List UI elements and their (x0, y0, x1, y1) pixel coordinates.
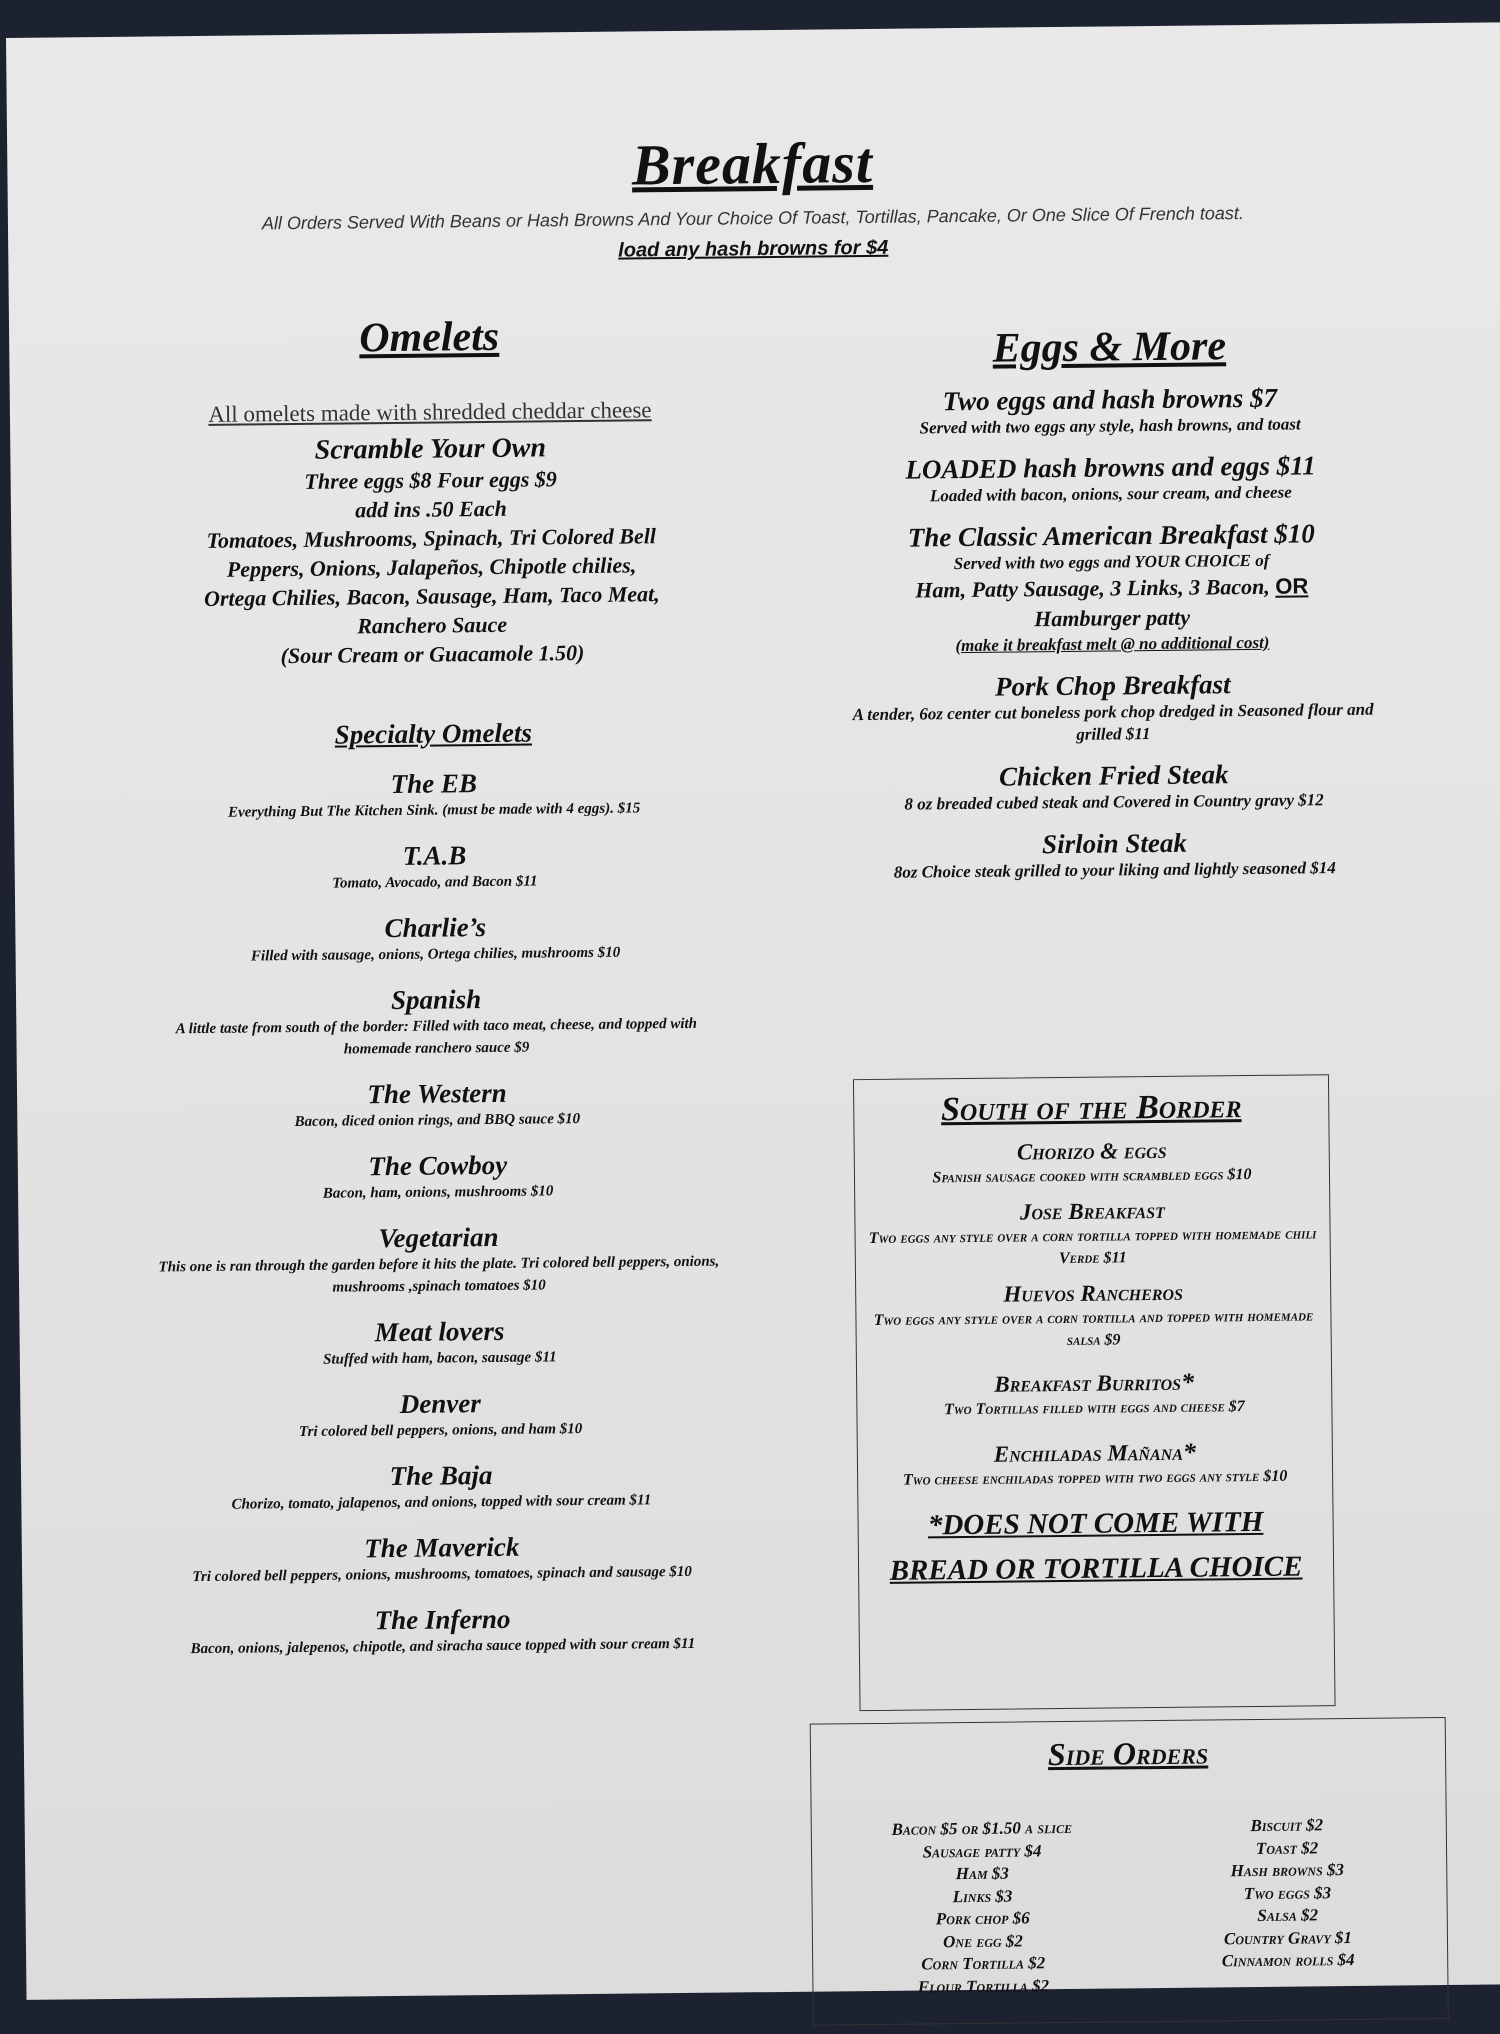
south-item-label: Huevos Rancheros (1003, 1280, 1183, 1307)
star-marker: * (1181, 1368, 1194, 1397)
omelet-name: Charlie’s (145, 909, 725, 947)
scramble-your-own-title: Scramble Your Own (140, 431, 720, 469)
south-item (855, 1195, 1330, 1272)
omelet-desc: Everything But The Kitchen Sink. (must be made with 4 eggs). $15 (144, 797, 724, 825)
scramble-line: Ranchero Sauce (142, 608, 722, 643)
scramble-line: Three eggs $8 Four eggs $9 (141, 463, 721, 498)
omelet-name: The EB (144, 765, 724, 803)
no-bread-footnote: *DOES NOT COME WITH BREAD OR TORTILLA CHOICE (858, 1499, 1333, 1594)
eggs-item-desc: 8 oz breaded cubed steak and Covered in Country gravy $12 (834, 789, 1394, 817)
side-item: Bacon $5 or $1.50 a slice (852, 1817, 1112, 1842)
omelet-name: Denver (150, 1384, 730, 1422)
side-item: Biscuit $2 (1152, 1813, 1422, 1838)
omelet-desc: This one is ran through the garden before it hits the plate. Tri colored bell peppers, onions, mushrooms ,spinach tomatoes $10 (149, 1250, 729, 1300)
omelet-item (147, 1075, 728, 1135)
side-item: Corn Tortilla $2 (853, 1952, 1113, 1977)
eggs-item-name: LOADED hash browns and eggs $11 (830, 449, 1390, 487)
south-item-label: Chorizo & eggs (1017, 1138, 1167, 1165)
side-item: Salsa $2 (1153, 1903, 1423, 1928)
omelet-name: T.A.B (144, 837, 724, 875)
breakfast-melt-note: (make it breakfast melt @ no additional cost) (832, 631, 1392, 659)
side-item: Links $3 (852, 1884, 1112, 1909)
eggs-item-desc: Loaded with bacon, onions, sour cream, and cheese (831, 481, 1391, 509)
classic-breakfast-name: The Classic American Breakfast $10 (831, 517, 1391, 555)
classic-breakfast (831, 517, 1392, 659)
classic-choice-a: Ham, Patty Sausage, 3 Links, 3 Bacon, (915, 574, 1270, 603)
side-item: Pork chop $6 (853, 1907, 1113, 1932)
side-item: Country Gravy $1 (1153, 1926, 1423, 1951)
scramble-line: (Sour Cream or Guacamole 1.50) (142, 637, 722, 672)
omelet-desc: Chorizo, tomato, jalapenos, and onions, topped with sour cream $11 (151, 1488, 731, 1516)
omelet-item (152, 1528, 733, 1588)
omelet-item (145, 909, 726, 969)
omelet-name: Meat lovers (149, 1312, 729, 1350)
side-item: Flour Tortilla $2 (853, 1974, 1113, 1999)
load-hash-browns-note: load any hash browns for $4 (8, 230, 1498, 269)
south-item-desc: Two eggs any style over a corn tortilla and topped with homemade salsa $9 (856, 1305, 1330, 1354)
south-of-the-border-box (853, 1074, 1336, 1711)
south-item (857, 1367, 1331, 1422)
south-item-desc: Two cheese enchiladas topped with two eggs any style $10 (858, 1465, 1332, 1492)
south-item (856, 1277, 1331, 1354)
omelet-item (144, 765, 725, 825)
south-item (858, 1437, 1332, 1492)
side-item: Two eggs $3 (1152, 1881, 1422, 1906)
eggs-item-name: Sirloin Steak (834, 825, 1394, 863)
omelet-item (144, 837, 725, 897)
omelet-name: The Cowboy (148, 1147, 728, 1185)
omelet-item (149, 1312, 730, 1372)
side-item: Ham $3 (852, 1862, 1112, 1887)
south-of-the-border-title: South of the Border (854, 1087, 1328, 1130)
menu-title: Breakfast (7, 122, 1498, 205)
eggs-item-desc: A tender, 6oz center cut boneless pork chop dredged in Seasoned flour and grilled $11 (833, 699, 1393, 749)
south-item-desc: Spanish sausage cooked with scrambled eggs $10 (855, 1163, 1329, 1190)
eggs-more-title: Eggs & More (829, 321, 1389, 375)
side-orders-left (852, 1817, 1114, 2000)
classic-breakfast-choices (832, 571, 1392, 607)
omelet-desc: Bacon, onions, jalepenos, chipotle, and siracha sauce topped with sour cream $11 (153, 1632, 733, 1660)
omelet-item (146, 981, 727, 1063)
south-item-label: Jose Breakfast (1020, 1198, 1165, 1225)
omelets-section (139, 311, 733, 1661)
side-item: Sausage patty $4 (852, 1839, 1112, 1864)
eggs-item (830, 449, 1391, 509)
omelet-desc: Tri colored bell peppers, onions, and ham $10 (151, 1416, 731, 1444)
omelet-desc: Filled with sausage, onions, Ortega chilies, mushrooms $10 (146, 941, 726, 969)
omelet-name: Vegetarian (148, 1218, 728, 1256)
star-marker: * (1183, 1438, 1196, 1467)
south-item-label: Enchiladas Mañana (994, 1440, 1183, 1467)
omelet-desc: Tomato, Avocado, and Bacon $11 (145, 869, 725, 897)
omelet-name: The Inferno (152, 1600, 732, 1638)
eggs-item-name: Pork Chop Breakfast (833, 667, 1393, 705)
omelet-name: The Baja (151, 1456, 731, 1494)
eggs-item (833, 667, 1394, 749)
side-item: Hash browns $3 (1152, 1858, 1422, 1883)
side-item: Cinnamon rolls $4 (1153, 1948, 1423, 1973)
omelet-desc: Bacon, diced onion rings, and BBQ sauce $10 (147, 1107, 727, 1135)
side-item: Toast $2 (1152, 1836, 1422, 1861)
eggs-item (834, 825, 1395, 885)
specialty-omelets-title: Specialty Omelets (143, 716, 723, 753)
eggs-item-name: Two eggs and hash browns $7 (830, 381, 1390, 419)
eggs-item-desc: Served with two eggs any style, hash browns, and toast (830, 413, 1390, 441)
south-item-label: Breakfast Burritos (994, 1370, 1181, 1397)
omelet-desc: Bacon, ham, onions, mushrooms $10 (148, 1179, 728, 1207)
scramble-line: add ins .50 Each (141, 492, 721, 527)
omelet-item (152, 1600, 733, 1660)
scramble-line: Tomatoes, Mushrooms, Spinach, Tri Colored Bell (141, 521, 721, 556)
omelet-name: Spanish (146, 981, 726, 1019)
omelet-item (148, 1147, 729, 1207)
eggs-item-desc: 8oz Choice steak grilled to your liking and lightly seasoned $14 (835, 857, 1395, 885)
classic-choice-b: Hamburger patty (832, 601, 1392, 637)
side-orders-box (810, 1717, 1449, 2026)
eggs-item-name: Chicken Fried Steak (834, 757, 1394, 795)
omelets-note: All omelets made with shredded cheddar cheese (140, 397, 720, 429)
omelet-desc: Tri colored bell peppers, onions, mushrooms, tomatoes, spinach and sausage $10 (152, 1560, 732, 1588)
classic-breakfast-desc: Served with two eggs and YOUR CHOICE of (831, 549, 1391, 577)
eggs-more-section (830, 381, 1395, 899)
menu-subtitle: All Orders Served With Beans or Hash Browns And Your Choice Of Toast, Tortillas, Pancake, Or One Slice Of French toast. (8, 200, 1498, 237)
side-orders-columns (812, 1813, 1446, 1820)
omelet-desc: Stuffed with ham, bacon, sausage $11 (150, 1344, 730, 1372)
omelets-title: Omelets (139, 311, 719, 365)
side-item: One egg $2 (853, 1929, 1113, 1954)
omelet-item (151, 1456, 732, 1516)
scramble-line: Peppers, Onions, Jalapeños, Chipotle chilies, (141, 550, 721, 585)
omelet-name: The Western (147, 1075, 727, 1113)
eggs-item (834, 757, 1395, 817)
south-item (855, 1135, 1329, 1190)
scramble-line: Ortega Chilies, Bacon, Sausage, Ham, Taco Meat, (142, 579, 722, 614)
south-item-desc: Two eggs any style over a corn tortilla topped with homemade chili Verde $11 (856, 1223, 1330, 1272)
scramble-your-own-details (141, 463, 723, 672)
omelet-name: The Maverick (152, 1528, 732, 1566)
side-orders-title: Side Orders (811, 1732, 1445, 1776)
south-item-desc: Two Tortillas filled with eggs and cheese $7 (857, 1395, 1331, 1422)
menu-page (6, 22, 1500, 2000)
eggs-item (830, 381, 1391, 441)
omelet-item (148, 1218, 729, 1300)
omelet-item (150, 1384, 731, 1444)
side-orders-right (1152, 1813, 1424, 1973)
classic-choice-or: OR (1275, 573, 1308, 598)
omelet-desc: A little taste from south of the border: Filled with taco meat, cheese, and topped with homemade ranchero sauce $9 (146, 1013, 726, 1063)
